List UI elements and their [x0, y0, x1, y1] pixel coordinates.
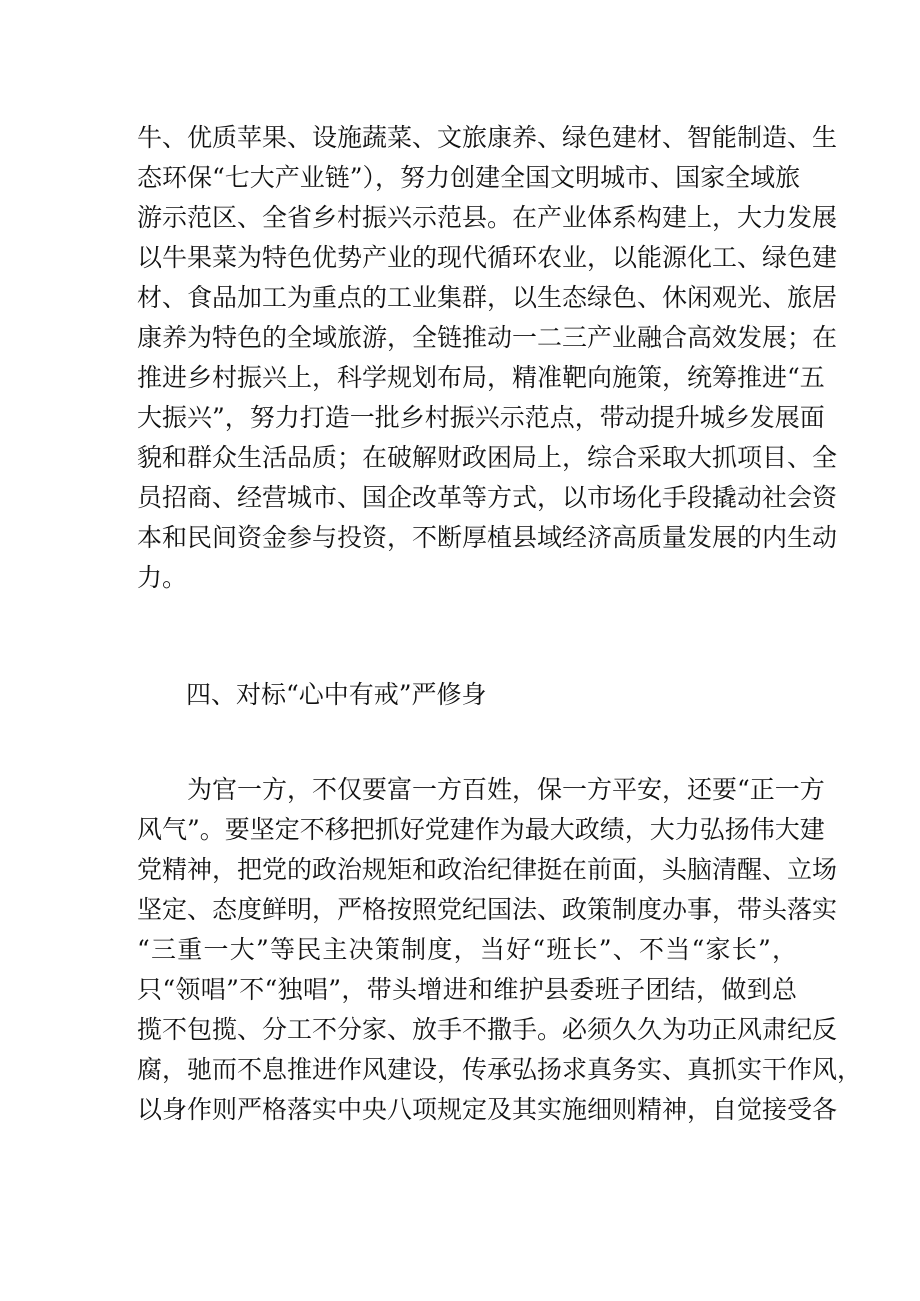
paragraph-1-line: 大振兴”，努力打造一批乡村振兴示范点，带动提升城乡发展面	[137, 403, 825, 432]
paragraph-1-line: 材、食品加工为重点的工业集群，以生态绿色、休闲观光、旅居	[137, 283, 838, 312]
paragraph-1-line: 推进乡村振兴上，科学规划布局，精准靶向施策，统筹推进“五	[137, 363, 825, 392]
paragraph-2-line: 只“领唱”不“独唱”，带头增进和维护县委班子团结，做到总	[137, 975, 797, 1004]
paragraph-1-line: 康养为特色的全域旅游，全链推动一二三产业融合高效发展；在	[137, 323, 838, 352]
paragraph-2-line: 风气”。要坚定不移把抓好党建作为最大政绩，大力弘扬伟大建	[137, 815, 825, 844]
paragraph-2-line: “三重一大”等民主决策制度，当好“班长”、不当“家长”，	[137, 935, 797, 964]
paragraph-1-line: 牛、优质苹果、设施蔬菜、文旅康养、绿色建材、智能制造、生	[137, 123, 838, 152]
paragraph-1-line: 员招商、经营城市、国企改革等方式，以市场化手段撬动社会资	[137, 483, 838, 512]
paragraph-1-line: 本和民间资金参与投资，不断厚植县域经济高质量发展的内生动	[137, 523, 838, 552]
paragraph-2-line: 揽不包揽、分工不分家、放手不撒手。必须久久为功正风肃纪反	[137, 1015, 838, 1044]
paragraph-1-line: 态环保“七大产业链”），努力创建全国文明城市、国家全域旅	[137, 163, 801, 192]
paragraph-2-line: 为官一方，不仅要富一方百姓，保一方平安，还要“正一方	[137, 775, 825, 804]
paragraph-2-line: 腐，驰而不息推进作风建设，传承弘扬求真务实、真抓实干作风，	[137, 1055, 863, 1084]
paragraph-1-line: 以牛果菜为特色优势产业的现代循环农业，以能源化工、绿色建	[137, 243, 838, 272]
section-heading: 四、对标“心中有戒”严修身	[186, 680, 487, 709]
paragraph-2-line: 坚定、态度鲜明，严格按照党纪国法、政策制度办事，带头落实	[137, 895, 838, 924]
paragraph-2-line: 党精神，把党的政治规矩和政治纪律挺在前面，头脑清醒、立场	[137, 855, 838, 884]
paragraph-2-line: 以身作则严格落实中央八项规定及其实施细则精神，自觉接受各	[137, 1095, 838, 1124]
paragraph-1-line: 力。	[137, 563, 188, 592]
paragraph-1-line: 游示范区、全省乡村振兴示范县。在产业体系构建上，大力发展	[137, 203, 838, 232]
paragraph-1-line: 貌和群众生活品质；在破解财政困局上，综合采取大抓项目、全	[137, 443, 838, 472]
